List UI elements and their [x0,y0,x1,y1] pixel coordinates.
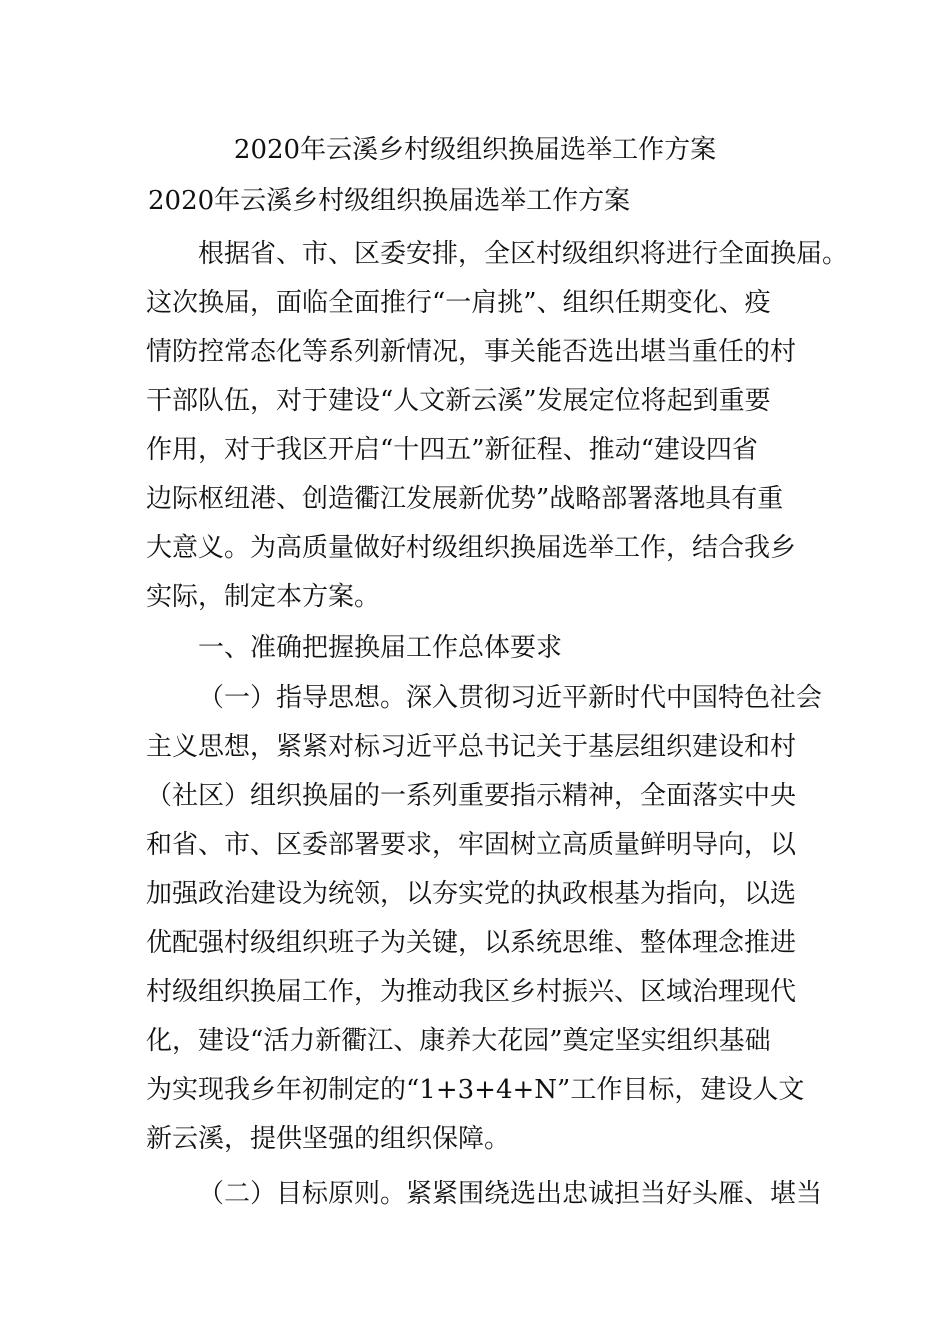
paragraph-guiding-thought [146,674,846,1164]
text-line: 化，建设“活力新衢江、康养大花园”奠定坚实组织基础 [146,1026,771,1056]
text-line: （社区）组织换届的一系列重要指示精神，全面落实中央 [146,781,797,811]
text-line: 情防控常态化等系列新情况，事关能否选出堪当重任的村 [146,337,797,367]
text-line: 村级组织换届工作，为推动我区乡村振兴、区域治理现代 [146,977,797,1007]
text-line: 主义思想，紧紧对标习近平总书记关于基层组织建设和村 [146,732,797,762]
text-line: 实际，制定本方案。 [146,582,381,612]
text-line: 和省、市、区委部署要求，牢固树立高质量鲜明导向，以 [146,830,797,860]
text-line: 为实现我乡年初制定的“1+3+4+N”工作目标，建设人文 [146,1075,805,1105]
text-line: 边际枢纽港、创造衢江发展新优势”战略部署落地具有重 [146,484,784,514]
text-line: 这次换届，面临全面推行“一肩挑”、组织任期变化、疫 [146,288,771,318]
text-line: 干部队伍，对于建设“人文新云溪”发展定位将起到重要 [146,386,771,416]
paragraph-goals [146,1170,846,1219]
document-title: 2020年云溪乡村级组织换届选举工作方案 [233,135,717,165]
text-line: 大意义。为高质量做好村级组织换届选举工作，结合我乡 [146,533,797,563]
section-heading [146,624,846,673]
text-line: 优配强村级组织班子为关键，以系统思维、整体理念推进 [146,928,797,958]
document-subtitle: 2020年云溪乡村级组织换届选举工作方案 [148,186,631,216]
text-line: 根据省、市、区委安排，全区村级组织将进行全面换届。 [198,239,849,269]
text-line: 新云溪，提供坚强的组织保障。 [146,1124,511,1154]
paragraph-intro [146,230,849,622]
text-line: 加强政治建设为统领，以夯实党的执政根基为指向，以选 [146,879,797,909]
text-line: 作用，对于我区开启“十四五”新征程、推动“建设四省 [146,435,758,465]
text-line: （一）指导思想。深入贯彻习近平新时代中国特色社会 [198,683,823,713]
section-heading-text: 一、准确把握换届工作总体要求 [198,633,563,663]
text-line: （二）目标原则。紧紧围绕选出忠诚担当好头雁、堪当 [198,1179,823,1209]
